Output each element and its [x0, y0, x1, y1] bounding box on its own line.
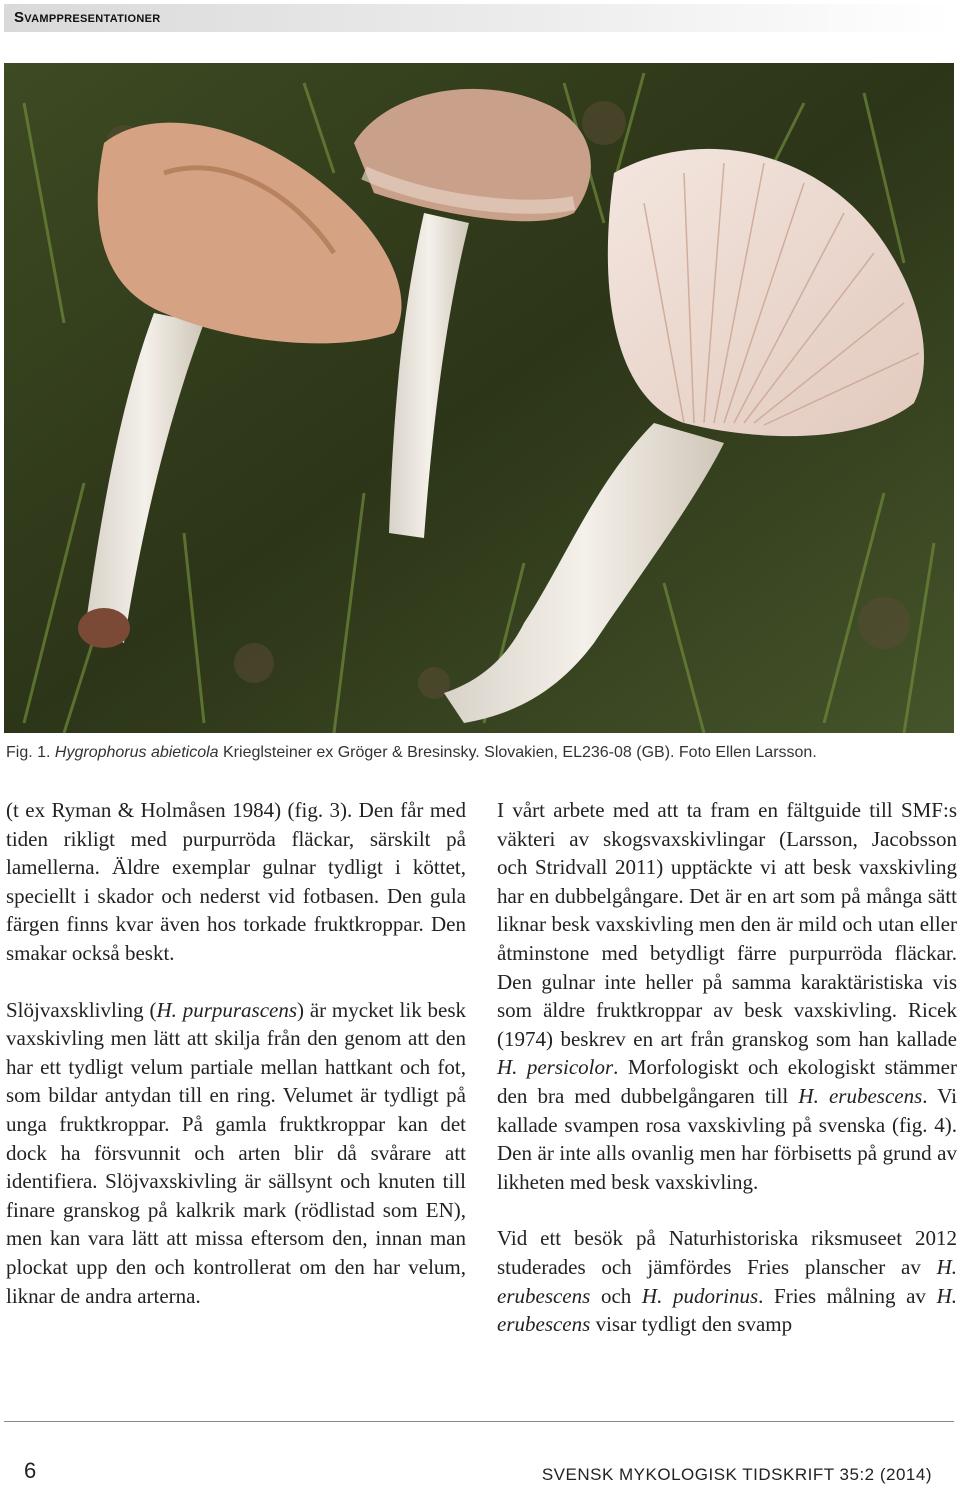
caption-species: Hygrophorus abieticola	[54, 744, 219, 761]
left-paragraph-1: (t ex Ryman & Holmåsen 1984) (fig. 3). Den får med tiden rikligt med purpurröda fläckar, särskilt på lamellerna. Äldre exemplar gulnar tydligt i köttet, speciellt i skador och nederst vid fotbasen. Den gula färgen finns kvar även hos torkade fruktkroppar. Den smakar också beskt.	[6, 798, 466, 965]
section-header-bar	[4, 4, 954, 32]
text-run: . Vi kallade svampen rosa vaxskivling på svenska (fig. 4). Den är inte alls ovanlig men har förbisetts på grund av likheten med besk vaxskivling.	[497, 1083, 958, 1194]
species-name: H. erubescens	[497, 1283, 957, 1337]
species-name: H. pudorinus	[641, 1283, 759, 1308]
species-name: H. persicolor	[497, 1055, 614, 1080]
text-run: . Morfologiskt och ekologiskt stämmer den bra med dubbelgångaren till	[497, 1055, 957, 1108]
caption-prefix: Fig. 1.	[6, 744, 55, 761]
footer-rule	[4, 1421, 954, 1422]
text-run: ) är mycket lik besk vaxskivling men lätt att skilja från den genom att den har ett tydligt velum partiale mellan hattkant och fot, som bildar antydan till en ring. Velumet är tydligt på unga fruktkroppar. På gamla fruktkroppar kan det dock ha försvunnit och arten blir då svårare att identifiera. Slöjvaxskivling är sällsynt och knuten till finare granskog på kalkrik mark (rödlistad som EN), men kan vara lätt att missa eftersom den, innan man plockat upp den och kontrollerat om den har velum, liknar de andra arterna.	[6, 997, 466, 1308]
right-paragraph-2	[497, 1224, 957, 1338]
text-run: och	[590, 1283, 642, 1308]
text-run: I vårt arbete med att ta fram en fältguide till SMF:s väkteri av skogsvaxskivlingar (Larsson, Jacobsson och Stridvall 2011) upptäckte vi att besk vaxskivling har en dubbelgångare. Det är en art som på många sätt liknar besk vaxskivling men den är mild och utan eller åtminstone med betydligt färre purpurröda fläckar. Den gulnar inte heller på samma karaktäristiska vis som äldre fruktkroppar av besk vaxskivling. Ricek (1974) beskrev en art från granskog som han kallade	[497, 798, 957, 1051]
text-run: Slöjvaxsklivling (	[6, 997, 157, 1022]
figure-caption	[6, 744, 956, 762]
mushroom-illustration	[4, 63, 954, 733]
left-paragraph-2	[6, 996, 466, 1311]
species-name: H. erubescens	[798, 1083, 923, 1108]
text-run: . Fries målning av	[758, 1283, 937, 1308]
journal-name: SVENSK MYKOLOGISK TIDSKRIFT 35:2 (2014)	[541, 1465, 932, 1484]
right-column	[497, 796, 957, 1339]
species-name: H. erubescens	[497, 1254, 957, 1308]
text-run: visar tydligt den svamp	[590, 1312, 793, 1337]
species-name: H. purpurascens	[156, 997, 298, 1022]
text-run: Vid ett besök på Naturhistoriska riksmuseet 2012 studerades och jämfördes Fries planscher av	[497, 1226, 957, 1279]
caption-text: Krieglsteiner ex Gröger & Bresinsky. Slovakien, EL236-08 (GB). Foto Ellen Larsson.	[218, 744, 817, 761]
right-paragraph-1	[497, 796, 957, 1196]
left-column	[6, 796, 466, 1310]
mushroom-photo	[4, 63, 954, 733]
page-number: 6	[24, 1458, 37, 1483]
section-title: Svamppresentationer	[14, 9, 161, 26]
